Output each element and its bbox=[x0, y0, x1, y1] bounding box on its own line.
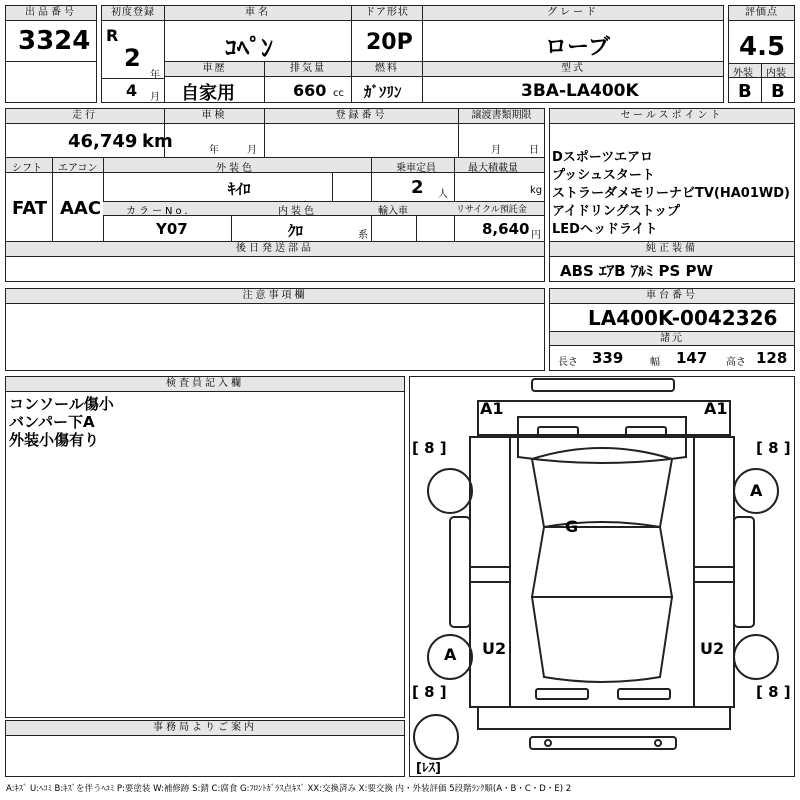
door-box bbox=[351, 5, 423, 62]
color-no-label: カラーNo. bbox=[126, 206, 191, 217]
first-reg-month: 4 bbox=[126, 81, 138, 100]
displacement-label: 排気量 bbox=[265, 62, 351, 77]
model-label: 型式 bbox=[423, 62, 723, 77]
vehicle-detail-box bbox=[5, 157, 545, 242]
car-name-value: ｺﾍﾟﾝ bbox=[225, 34, 273, 62]
spare-tire bbox=[414, 715, 458, 759]
transfer-day-unit: 日 bbox=[529, 145, 539, 156]
transfer-month-unit: 月 bbox=[491, 145, 501, 156]
lot-box bbox=[5, 5, 97, 62]
wheel-front-left bbox=[428, 469, 472, 513]
shift-label: シフト bbox=[12, 163, 42, 174]
reg-no-box bbox=[264, 108, 459, 158]
genuine-equip-value: ABS ｴｱB ｱﾙﾐ PS PW bbox=[560, 262, 714, 280]
inspector-note-line: 外装小傷有り bbox=[9, 431, 100, 449]
mileage-box bbox=[5, 108, 173, 158]
int-score-label: 内装 bbox=[766, 68, 786, 79]
model-value: 3BA-LA400K bbox=[521, 81, 639, 101]
inspector-box bbox=[5, 376, 405, 718]
mark-u2-right: U2 bbox=[700, 639, 725, 658]
mileage-unit: km bbox=[142, 131, 173, 152]
specs-label: 諸元 bbox=[550, 331, 794, 346]
door-label: ドア形状 bbox=[352, 6, 422, 21]
fuel-label: 燃料 bbox=[352, 62, 422, 77]
mark-spare: [ﾚｽ] bbox=[416, 761, 441, 776]
rear-window bbox=[532, 597, 672, 682]
mark-a1-left: A1 bbox=[480, 399, 504, 418]
recycle-unit: 円 bbox=[531, 230, 541, 241]
inspector-note-line: バンパー下A bbox=[9, 413, 95, 431]
length-label: 長さ bbox=[558, 357, 578, 368]
sales-point-item: LEDヘッドライト bbox=[552, 222, 658, 237]
reg-no-label: 登録番号 bbox=[265, 109, 458, 124]
mark-b8-bl: [ 8 ] bbox=[412, 683, 447, 701]
width-value: 147 bbox=[676, 349, 708, 367]
sales-points-box bbox=[549, 108, 795, 242]
mileage-value: 46,749 bbox=[68, 131, 138, 152]
model-box bbox=[422, 61, 724, 103]
mileage-label: 走行 bbox=[6, 109, 164, 124]
displacement-unit: cc bbox=[333, 88, 344, 99]
inspection-box bbox=[164, 108, 265, 158]
capacity-label: 乗車定員 bbox=[396, 163, 436, 174]
history-value: 自家用 bbox=[181, 83, 235, 104]
shift-value: FAT bbox=[12, 198, 48, 219]
score-value: 4.5 bbox=[739, 32, 786, 62]
lot-empty-box bbox=[5, 61, 97, 103]
color-no-value: Y07 bbox=[156, 220, 188, 238]
chassis-label: 車台番号 bbox=[550, 289, 794, 304]
capacity-unit: 人 bbox=[438, 189, 448, 200]
roof bbox=[532, 527, 672, 597]
ext-color-value: ｷｲﾛ bbox=[228, 180, 251, 198]
first-reg-era: R bbox=[106, 26, 119, 45]
inspector-notes bbox=[9, 395, 114, 449]
notes-label: 注意事項欄 bbox=[6, 289, 544, 304]
first-reg-month-unit: 月 bbox=[150, 92, 160, 103]
later-parts-label: 後日発送部品 bbox=[6, 242, 544, 257]
mark-a-rear-left: A bbox=[444, 645, 457, 664]
history-box bbox=[164, 61, 265, 103]
max-load-label: 最大積載量 bbox=[468, 163, 518, 174]
sales-points-list bbox=[552, 149, 790, 239]
wheel-rear-right bbox=[734, 635, 778, 679]
inspector-note-line: コンソール傷小 bbox=[9, 395, 114, 413]
ext-score-value: B bbox=[738, 81, 752, 102]
mark-b8-br: [ 8 ] bbox=[756, 683, 791, 701]
aircon-label: エアコン bbox=[58, 163, 98, 174]
grade-label: グレード bbox=[423, 6, 723, 21]
sales-point-item: アイドリングストップ bbox=[552, 204, 681, 219]
first-reg-year-unit: 年 bbox=[150, 70, 160, 81]
height-label: 高さ bbox=[726, 357, 746, 368]
fuel-value: ｶﾞｿﾘﾝ bbox=[364, 83, 402, 101]
int-color-value: ｸﾛ bbox=[288, 222, 304, 240]
first-reg-box bbox=[101, 5, 165, 103]
grade-value: ローブ bbox=[545, 35, 610, 60]
front-top-bar bbox=[532, 379, 674, 391]
sales-points-label: セールスポイント bbox=[550, 109, 794, 124]
int-color-label: 内装色 bbox=[278, 206, 317, 217]
legend: A:ｷｽﾞ U:ﾍｺﾐ B:ｷｽﾞを伴うﾍｺﾐ P:要塗装 W:補修跡 S:錆 C:腐食 G:ﾌﾛﾝﾄｶﾞﾗｽ点ｷｽﾞ XX:交換済み X:要交換 内・外装評価 5段階ﾗﾝｸ順(A・B・C・D・E) 2 bbox=[6, 784, 572, 794]
aircon-value: AAC bbox=[60, 198, 102, 219]
chassis-value: LA400K-0042326 bbox=[588, 306, 778, 330]
mark-b8-tr: [ 8 ] bbox=[756, 439, 791, 457]
max-load-unit: kg bbox=[530, 185, 543, 196]
mark-g: G bbox=[565, 517, 579, 536]
genuine-equip-box bbox=[549, 241, 795, 282]
length-value: 339 bbox=[592, 349, 624, 367]
inspection-month-unit: 月 bbox=[247, 145, 257, 156]
car-name-label: 車名 bbox=[165, 6, 351, 21]
int-score-value: B bbox=[771, 81, 785, 102]
inspector-label: 検査員記入欄 bbox=[6, 377, 404, 392]
office-label: 事務局よりご案内 bbox=[6, 721, 404, 736]
transfer-doc-label: 譲渡書類期限 bbox=[459, 109, 544, 124]
inspection-label: 車検 bbox=[165, 109, 264, 124]
fuel-box bbox=[351, 61, 423, 103]
ext-score-label: 外装 bbox=[733, 68, 753, 79]
mark-u2-left: U2 bbox=[482, 639, 507, 658]
sales-point-item: ストラーダメモリーナビTV(HA01WD) bbox=[552, 186, 790, 201]
lot-number: 3324 bbox=[18, 26, 91, 56]
mark-a1-right: A1 bbox=[704, 399, 728, 418]
rear-bumper bbox=[478, 707, 730, 729]
import-label: 輸入車 bbox=[378, 206, 408, 217]
transfer-doc-box bbox=[458, 108, 545, 158]
mark-b8-tl: [ 8 ] bbox=[412, 439, 447, 457]
score-box bbox=[728, 5, 795, 103]
recycle-value: 8,640 bbox=[482, 220, 530, 238]
mark-a-front-right: A bbox=[750, 481, 763, 500]
sales-point-item: プッシュスタート bbox=[552, 168, 655, 183]
car-diagram-svg bbox=[410, 377, 794, 776]
history-label: 車歴 bbox=[165, 62, 264, 77]
ext-color-label: 外装色 bbox=[216, 163, 255, 174]
displacement-value: 660 bbox=[293, 81, 327, 100]
lot-label: 出品番号 bbox=[6, 6, 96, 21]
displacement-box bbox=[264, 61, 352, 103]
later-parts-box bbox=[5, 241, 545, 282]
grade-box bbox=[422, 5, 724, 62]
height-value: 128 bbox=[756, 349, 788, 367]
capacity-value: 2 bbox=[411, 177, 424, 198]
notes-box bbox=[5, 288, 545, 371]
recycle-label: リサイクル預託金 bbox=[456, 205, 527, 215]
inspection-year-unit: 年 bbox=[209, 145, 219, 156]
width-label: 幅 bbox=[650, 357, 660, 368]
office-box bbox=[5, 720, 405, 777]
sales-point-item: Dスポーツエアロ bbox=[552, 150, 654, 165]
int-color-unit: 系 bbox=[358, 230, 368, 241]
damage-diagram bbox=[409, 376, 795, 777]
chassis-box bbox=[549, 288, 795, 371]
score-label: 評価点 bbox=[729, 6, 794, 21]
car-name-box bbox=[164, 5, 352, 62]
first-reg-label: 初度登録 bbox=[102, 6, 164, 21]
windshield bbox=[532, 448, 672, 527]
door-value: 20P bbox=[366, 30, 413, 55]
genuine-equip-label: 純正装備 bbox=[550, 242, 794, 257]
first-reg-year: 2 bbox=[124, 44, 141, 72]
